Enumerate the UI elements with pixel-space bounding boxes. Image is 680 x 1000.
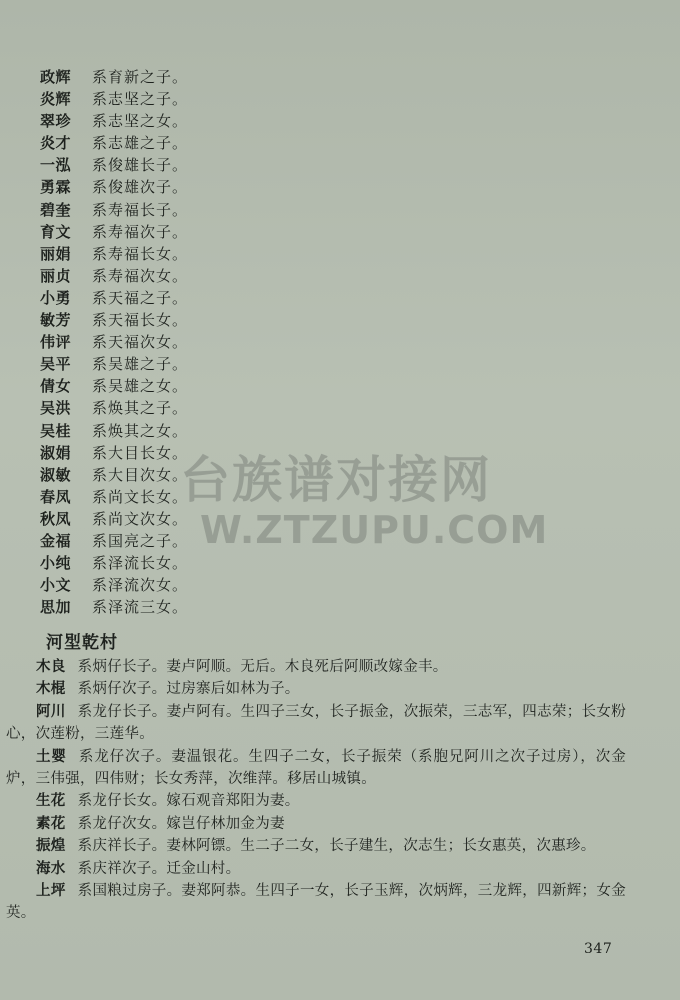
person-name: 秋凤: [40, 509, 72, 528]
person-description: 系天福长女。: [92, 311, 189, 330]
person-name: 金福: [40, 531, 72, 550]
list-item: [40, 596, 188, 618]
list-item: [40, 508, 188, 530]
list-item: [40, 397, 188, 419]
list-item: [40, 287, 188, 309]
person-description: 系泽流长女。: [92, 554, 189, 573]
person-name: 振煌: [36, 837, 66, 855]
list-item: [40, 243, 188, 265]
person-description: 系育新之子。: [92, 68, 189, 86]
watermark: [180, 440, 620, 552]
family-entry: [6, 813, 626, 835]
person-name: 吴桂: [40, 421, 72, 440]
family-entries: [6, 656, 626, 925]
person-name: 土婴: [36, 747, 67, 765]
list-item: [40, 574, 188, 596]
person-name: 小纯: [40, 554, 72, 573]
section-title: 河𡋾乾村: [46, 633, 118, 653]
person-description: 系寿福长女。: [92, 244, 189, 263]
entry-text: 系庆祥次子。迁金山村。: [77, 860, 241, 877]
person-description: 系俊雄次子。: [92, 178, 189, 197]
watermark-url: W.ZTZUPU.COM: [200, 508, 549, 552]
person-description: 系泽流次女。: [92, 576, 189, 595]
person-name: 淑娟: [40, 443, 72, 462]
family-entry: [6, 858, 626, 880]
person-name: 政辉: [40, 68, 72, 86]
entry-text: 系龙仔次子。妻温银花。生四子二女，长子振荣（系胞兄阿川之次子过房），次金炉，三伟强，四伟财；长女秀萍，次维萍。移居山城镇。: [6, 748, 626, 788]
person-description: 系大目次女。: [92, 465, 189, 484]
list-item: [40, 66, 188, 88]
family-entry: [6, 880, 626, 925]
list-item: [40, 176, 188, 198]
list-item: [40, 199, 188, 221]
entry-text: 系炳仔长子。妻卢阿顺。无后。木良死后阿顺改嫁金丰。: [77, 659, 448, 675]
list-item: [40, 88, 188, 110]
list-item: [40, 132, 188, 154]
person-description: 系焕其之子。: [92, 399, 189, 418]
person-name: 素花: [36, 814, 66, 832]
person-name: 一泓: [40, 156, 72, 175]
person-description: 系俊雄长子。: [92, 156, 189, 175]
entry-text: 系龙仔长子。妻卢阿有。生四子三女，长子振金，次振荣，三志军，四志荣；长女粉心，次莲粉，三莲华。: [6, 703, 626, 743]
family-entry: [6, 678, 626, 700]
person-description: 系志坚之子。: [92, 90, 189, 109]
family-entry: [6, 701, 626, 746]
person-description: 系天福次女。: [92, 333, 189, 352]
person-name: 敏芳: [40, 311, 72, 330]
person-name: 翠珍: [40, 112, 72, 131]
person-name: 思加: [40, 598, 72, 617]
person-name: 淑敏: [40, 465, 72, 484]
person-description: 系寿福次子。: [92, 222, 189, 241]
person-name: 勇霖: [40, 178, 72, 197]
list-item: [40, 464, 188, 486]
list-item: [40, 265, 188, 287]
lineage-list: [40, 66, 188, 618]
person-name: 木良: [36, 658, 66, 675]
person-name: 吴洪: [40, 399, 72, 418]
watermark-text: 台族谱对接网: [180, 451, 492, 509]
person-name: 吴平: [40, 355, 72, 374]
person-name: 春凤: [40, 487, 72, 506]
person-name: 丽贞: [40, 266, 72, 285]
person-name: 炎辉: [40, 90, 72, 109]
list-item: [40, 110, 188, 132]
person-description: 系尚文次女。: [92, 509, 189, 528]
list-item: [40, 486, 188, 508]
person-description: 系吴雄之子。: [92, 355, 189, 374]
person-name: 育文: [40, 222, 72, 241]
family-entry: [6, 746, 626, 791]
family-entry: [6, 790, 626, 812]
person-description: 系焕其之女。: [92, 421, 189, 440]
list-item: [40, 353, 188, 375]
person-name: 阿川: [36, 702, 66, 720]
list-item: [40, 221, 188, 243]
entry-text: 系龙仔次女。嫁岂仔林加金为妻: [77, 815, 285, 832]
list-item: [40, 154, 188, 176]
list-item: [40, 331, 188, 353]
person-description: 系志坚之女。: [92, 112, 189, 131]
person-description: 系大目长女。: [92, 443, 189, 462]
entry-text: 系龙仔长女。嫁石观音郑阳为妻。: [77, 793, 300, 810]
entry-text: 系炳仔次子。过房寨后如林为子。: [77, 681, 300, 698]
person-name: 丽娟: [40, 244, 72, 263]
person-description: 系吴雄之女。: [92, 377, 189, 396]
entry-text: 系庆祥长子。妻林阿镖。生二子二女，长子建生，次志生；长女惠英，次惠珍。: [77, 838, 596, 855]
person-description: 系泽流三女。: [92, 598, 189, 617]
person-name: 伟评: [40, 333, 72, 352]
list-item: [40, 442, 188, 464]
list-item: [40, 530, 188, 552]
person-name: 碧奎: [40, 200, 72, 219]
person-name: 上坪: [36, 882, 66, 900]
person-description: 系天福之子。: [92, 288, 189, 307]
list-item: [40, 375, 188, 397]
person-name: 小勇: [40, 288, 72, 307]
page-number: 347: [584, 941, 613, 957]
person-name: 生花: [36, 792, 66, 810]
person-description: 系尚文长女。: [92, 487, 189, 506]
person-name: 炎才: [40, 134, 72, 153]
person-name: 小文: [40, 576, 72, 595]
person-description: 系寿福次女。: [92, 266, 189, 285]
list-item: [40, 420, 188, 442]
person-name: 海水: [36, 859, 66, 877]
entry-text: 系国粮过房子。妻郑阿恭。生四子一女，长子玉辉，次炳辉，三龙辉，四新辉；女金英。: [6, 883, 626, 922]
person-name: 木棍: [36, 680, 66, 698]
family-entry: [6, 656, 626, 678]
person-description: 系志雄之子。: [92, 134, 189, 153]
list-item: [40, 309, 188, 331]
list-item: [40, 552, 188, 574]
family-entry: [6, 835, 626, 857]
person-description: 系寿福长子。: [92, 200, 189, 219]
person-description: 系国亮之子。: [92, 531, 189, 550]
person-name: 倩女: [40, 377, 72, 396]
